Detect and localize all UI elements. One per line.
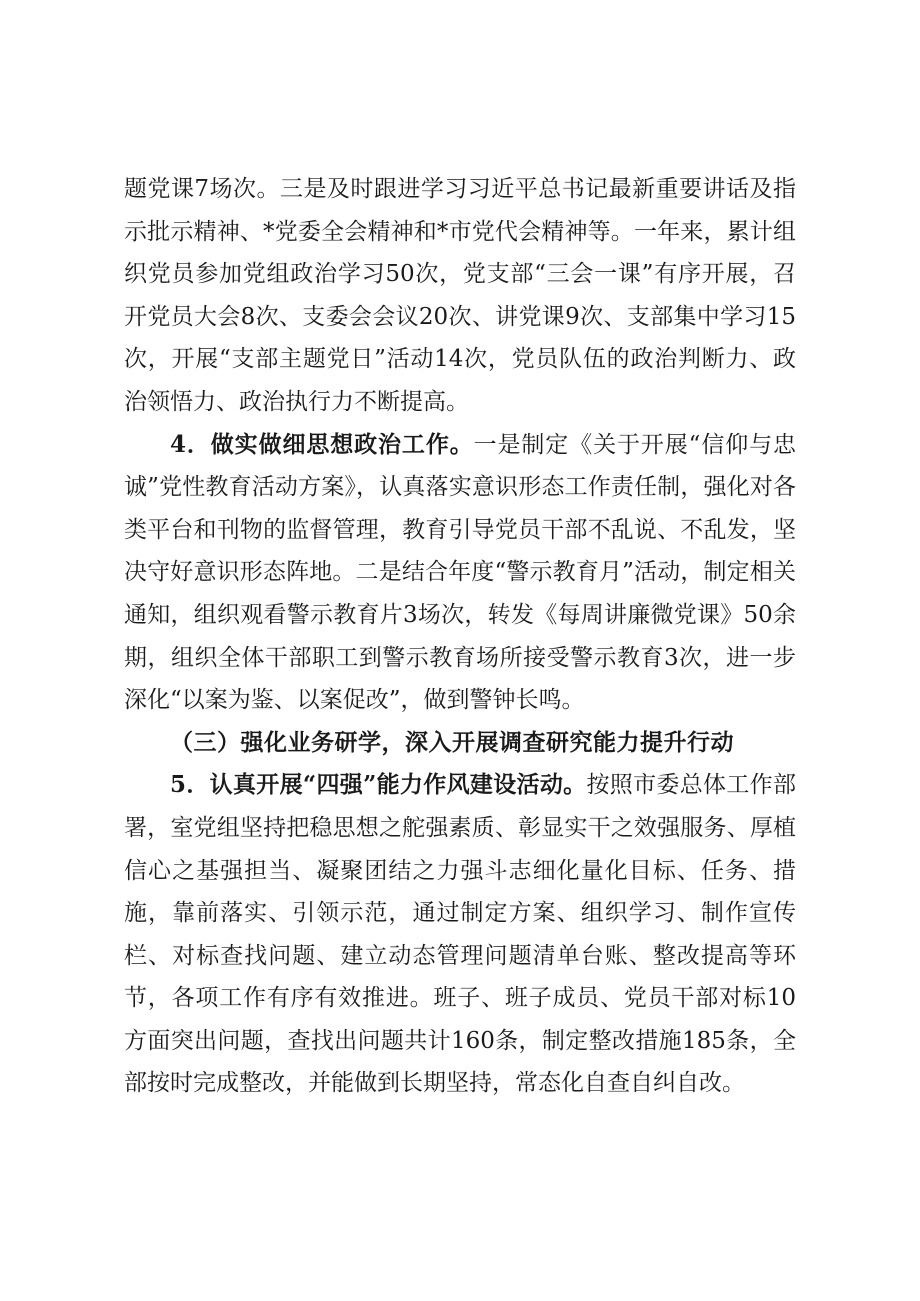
paragraph-four-strengths [124, 764, 796, 1105]
paragraph-text: 题党课7场次。三是及时跟进学习习近平总书记最新重要讲话及指示批示精神、*党委全会精神和*市党代会精神等。一年来，累计组织党员参加党组政治学习50次，党支部“三会一课”有序开展，召开党员大会8次、支委会会议20次、讲党课9次、支部集中学习15次，开展“支部主题党日”活动14次，党员队伍的政治判断力、政治领悟力、政治执行力不断提高。 [124, 176, 796, 415]
paragraph-text: 按照市委总体工作部署，室党组坚持把稳思想之舵强素质、彰显实干之效强服务、厚植信心之基强担当、凝聚团结之力强斗志细化量化目标、任务、措施，靠前落实、引领示范，通过制定方案、组织学习、制作宣传栏、对标查找问题、建立动态管理问题清单台账、整改提高等环节，各项工作有序有效推进。班子、班子成员、党员干部对标10方面突出问题，查找出问题共计160条，制定整改措施185条，全部按时完成整改，并能做到长期坚持，常态化自查自纠自改。 [124, 772, 796, 1097]
paragraph-heading: 4．做实做细思想政治工作。 [170, 430, 474, 458]
paragraph-heading: 5．认真开展“四强”能力作风建设活动。 [170, 771, 587, 799]
section-heading-3: （三）强化业务研学，深入开展调查研究能力提升行动 [170, 728, 734, 756]
document-body [124, 168, 796, 1105]
paragraph-ideological-work [124, 424, 796, 722]
paragraph-text: 一是制定《关于开展“信仰与忠诚”党性教育活动方案》，认真落实意识形态工作责任制，强化对各类平台和刊物的监督管理，教育引导党员干部不乱说、不乱发，坚决守好意识形态阵地。二是结合年度“警示教育月”活动，制定相关通知，组织观看警示教育片3场次，转发《每周讲廉微党课》50余期，组织全体干部职工到警示教育场所接受警示教育3次，进一步深化“以案为鉴、以案促改”，做到警钟长鸣。 [124, 431, 796, 714]
paragraph-party-lessons [124, 168, 796, 424]
